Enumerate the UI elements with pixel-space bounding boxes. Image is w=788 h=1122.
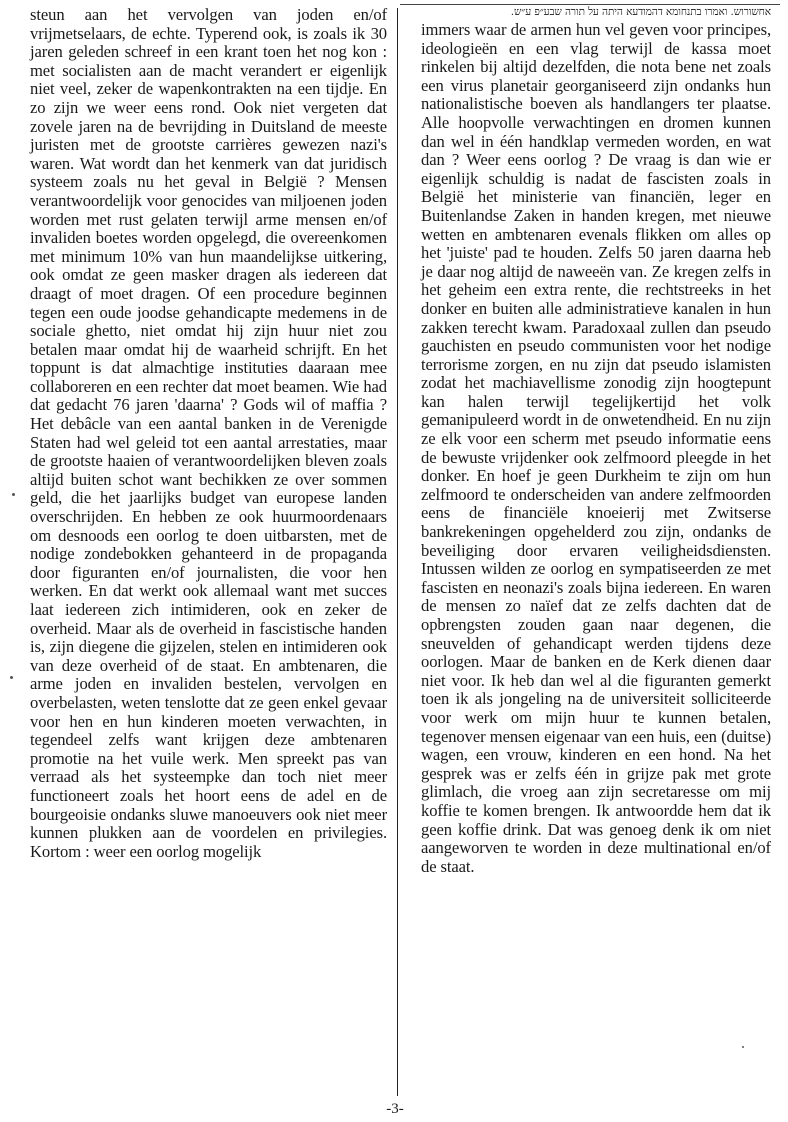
column-divider (397, 8, 398, 1096)
hebrew-header-line: אחשורוש. ואמרו בתנחומא דהמודעא היתה על תורה שבע״פ ע״ש. (510, 6, 771, 18)
scan-speck (742, 1046, 744, 1048)
right-column-text: immers waar de armen hun vel geven voor principes, ideologieën en een vlag terwijl de kassa moet rinkelen bij altijd dezelfden, die nota bene net zoals een virus planetair georganiseerd zijn ondanks hun nationalistische boeven als handlangers ter plaatse. Alle hoopvolle verwachtingen en dromen kunnen dan wel in één handklap vermeden worden, en wat dan ? Weer eens oorlog ? De vraag is dan wie er eigenlijk schuldig is nadat de fascisten zoals in België het ministerie van financiën, leger en Buitenlandse Zaken in handen kregen, met nieuwe wetten en ambtenaren evenals flikken om alles op het 'juiste' pad te houden. Zelfs 50 jaren daarna heb je daar nog altijd de naweeën van. Ze kregen zelfs in het geheim een extra rente, die rechtstreeks in het donker en buiten alle administratieve kanalen in hun zakken terecht kwam. Paradoxaal zullen dan pseudo gauchisten en pseudo communisten voor het nodige terrorisme zorgen, en nu zijn dat pseudo islamisten zodat het machiavellisme zonodig zijn hoogtepunt kan halen terwijl tegelijkertijd het volk gemanipuleerd wordt in de onwetendheid. En nu zijn ze elk voor een scherm met pseudo informatie eens de bewuste vrijdenker ook zelfmoord pleegde in het donker. En hoef je geen Durkheim te zijn om hun zelfmoord te onderscheiden van andere zelfmoorden eens de financiële knoeierij met Zwitserse bankrekeningen opgehelderd zou zijn, ondanks de beveiliging door ervaren veiligheidsdiensten. Intussen wilden ze oorlog en sympatiseerden ze met fascisten en neonazi's zoals bijna iedereen. En waren de mensen zo naïef dat ze zelfs dachten dat de opbrengsten zouden gaan naar degenen, die sneuvelden of gehandicapt werden tijdens deze oorlogen. Maar de banken en de Kerk dienen daar niet voor. Ik heb dan wel al die figuranten gemerkt toen ik als jongeling na de universiteit solliciteerde voor werk om mijn huur te kunnen betalen, tegenover mensen eigenaar van een huis, een (duitse) wagen, een vrouw, kinderen en een hond. Na het gesprek was er zelfs één in grijze pak met grote glimlach, die vroeg aan zijn secretaresse om mij koffie te komen brengen. Ik antwoordde hem dat ik geen koffie drink. Dat was genoeg denk ik om niet aangeworven te worden in deze multinational en/of de staat. (421, 20, 771, 876)
header-rule (400, 4, 780, 5)
right-column (421, 6, 771, 876)
scan-speck (12, 493, 15, 496)
page-number: -3- (386, 1101, 404, 1117)
left-column-text: steun aan het vervolgen van joden en/of vrijmetselaars, de echte. Typerend ook, is zoals ik 30 jaren geleden schreef in een krant toen het nog kon : met socialisten aan de macht verandert er eigenlijk niet veel, zeker de wapenkontrakten na een tijdje. En zo zijn we weer eens rond. Ook niet vergeten dat zovele jaren na de bevrijding in Duitsland de meeste juristen met de grootste carrières gewezen nazi's waren. Wat wordt dan het kenmerk van dat juridisch systeem zoals nu het geval in België ? Mensen verantwoordelijk voor genocides van miljoenen joden worden met rust gelaten terwijl arme mensen en/of invaliden boetes worden opgelegd, die overeenkomen met minimum 10% van hun maandelijkse uitkering, ook omdat ze geen masker dragen als iedereen dat draagt of moet dragen. Of een procedure beginnen tegen een oude joodse gehandicapte medemens in de sociale ghetto, niet omdat hij zijn huur niet zou betalen maar omdat hij de waarheid schrijft. En het toppunt is dat almachtige instituties daaraan mee collaboreren en een rechter dat moet beamen. Wie had dat gedacht 76 jaren 'daarna' ? Gods wil of maffia ? Het debâcle van een aantal banken in de Verenigde Staten had wel geleid tot een aantal arrestaties, maar de grootste haaien of verantwoordelijken bleven zoals altijd buiten schot want bechikken ze over sommen geld, die het jaarlijks budget van europese landen overschrijden. En hebben ze ook huurmoordenaars om desnoods een oorlog te doen uitbarsten, met de nodige zondebokken gehanteerd in de propaganda door figuranten en/of journalisten, die voor hen werken. En dat werkt ook allemaal want met succes laat iedereen zich intimideren, ook en zeker de overheid. Maar als de overheid in fascistische handen is, zijn diegene die gijzelen, stelen en intimideren ook van deze overheid of de staat. En ambtenaren, die arme joden en invaliden bestelen, vervolgen en overbelasten, weten tenslotte dat ze geen enkel gevaar voor hen en hun kinderen moeten verwachten, in tegendeel zelfs want krijgen deze ambtenaren promotie na het vuile werk. Men spreekt pas van verraad als het systeempke dan toch niet meer functioneert zoals het hoort eens de adel en de bourgeoisie ondanks sluwe manoeuvers ook niet meer kunnen plukken aan de voordelen en privilegies. Kortom : weer een oorlog mogelijk (30, 5, 387, 861)
scan-speck (10, 676, 13, 679)
left-column (30, 6, 387, 861)
